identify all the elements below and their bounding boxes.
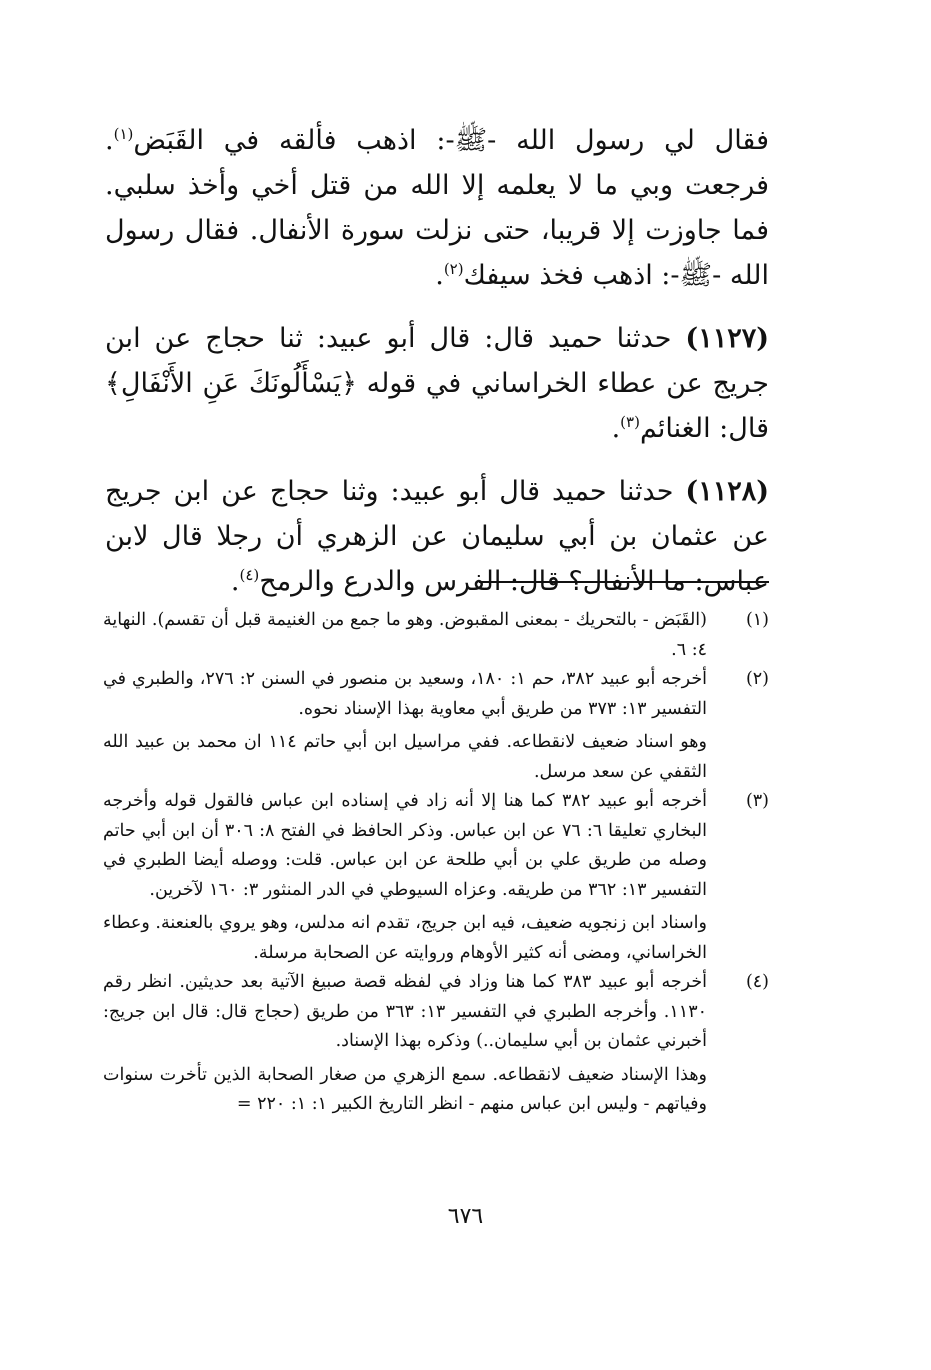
footnote-ref-2[interactable]: (٢) (443, 260, 464, 278)
footnote-text: (القَبَض - بالتحريك - بمعنى المقبوض. وهو ما جمع من الغنيمة قبل أن تقسم). النهاية ٤: ٦. (103, 610, 707, 660)
paragraph-end: . (611, 413, 621, 444)
footnote-number: (١) (745, 610, 769, 630)
footnote-text: وهذا الإسناد ضعيف لانقطاعه. سمع الزهري من صغار الصحابة الذين تأخرت سنوات وفياتهم - وليس ابن عباس منهم - انظر التاريخ الكبير ١: ١: ٢٢٠ = (103, 1064, 707, 1114)
hadith-text: حدثنا حميد قال: قال أبو عبيد: ثنا حجاج عن ابن جريج عن عطاء الخراساني في قوله ﴿يَسْأَلُونَكَ عَنِ الأَنْفَالِ﴾ قال: الغنائم (105, 323, 769, 444)
hadith-1128 (105, 469, 769, 604)
footnote-3 (103, 787, 769, 968)
footnote-text: أخرجه أبو عبيد ٣٨٢، حم ١: ١٨٠، وسعيد بن منصور في السنن ٢: ٢٧٦، والطبري في التفسير ١٣: ٣٧٣ من طريق أبي معاوية بهذا الإسناد نحوه. (103, 669, 708, 719)
page-number: ٦٧٦ (447, 1204, 484, 1229)
paragraph-end: . (435, 260, 444, 291)
footnote-text: أخرجه أبو عبيد ٣٨٣ كما هنا وزاد في لفظه قصة صبيغ الآتية بعد حديثين. انظر رقم ١١٣٠. وأخرجه الطبري في التفسير ١٣: ٣٦٣ من طريق (حجاج قال: قال ابن جريج: أخبرني عثمان بن أبي سليمان..) وذكره بهذا الإسناد. (103, 972, 707, 1051)
hadith-number: (١١٢٧) (685, 323, 769, 354)
footnote-number: (٢) (745, 669, 769, 689)
hadith-number: (١١٢٨) (685, 476, 769, 507)
hadith-1127 (105, 316, 769, 451)
footnote-text: وهو اسناد ضعيف لانقطاعه. ففي مراسيل ابن أبي حاتم ١١٤ ان محمد بن عبيد الله الثقفي عن سعد مرسل. (103, 732, 707, 782)
footnote-ref-3[interactable]: (٣) (620, 413, 640, 431)
footnote-4 (103, 968, 769, 1120)
footnote-1 (103, 606, 769, 665)
main-text-body (105, 118, 769, 604)
hadith-text: حدثنا حميد قال أبو عبيد: وثنا حجاج عن ابن جريج عن عثمان بن أبي سليمان عن الزهري أن رجلا قال لابن عباس: ما الأنفال؟ قال: الفرس والدرع والرمح (105, 476, 769, 597)
footnote-2 (103, 665, 769, 787)
paragraph-end: . (230, 566, 240, 597)
footnote-number: (٤) (745, 972, 769, 992)
footnote-text: أخرجه أبو عبيد ٣٨٢ كما هنا إلا أنه زاد في إسناده ابن عباس فالقول قوله وأخرجه البخاري تعليقا ٦: ٧٦ عن ابن عباس. وذكر الحافظ في الفتح ٨: ٣٠٦ أن ابن أبي حاتم وصله من طريق علي بن أبي طلحة عن ابن عباس. قلت: ووصله أيضا الطبري في التفسير ١٣: ٣٦٢ من طريقه. وعزاه السيوطي في الدر المنثور ٣: ١٦٠ لآخرين. (103, 791, 707, 900)
footnotes-section (103, 606, 769, 1120)
footnote-ref-4[interactable]: (٤) (239, 566, 260, 584)
paragraph-text: فقال لي رسول الله -ﷺ-: اذهب فألقه في القَبَض (133, 125, 769, 156)
footnote-ref-1[interactable]: (١) (113, 125, 134, 143)
footnote-number: (٣) (745, 791, 769, 811)
paragraph-text: . فرجعت وبي ما لا يعلمه إلا الله من قتل أخي وأخذ سلبي. فما جاوزت إلا قريبا، حتى نزلت سورة الأنفال. فقال رسول الله -ﷺ-: اذهب فخذ سيفك (105, 125, 769, 291)
paragraph-continuation (105, 118, 769, 298)
footnote-divider (479, 581, 769, 583)
footnote-text: واسناد ابن زنجويه ضعيف، فيه ابن جريج، تقدم انه مدلس، وهو يروي بالعنعنة. وعطاء الخراساني، ومضى أنه كثير الأوهام وروايته عن الصحابة مرسلة. (103, 913, 707, 963)
